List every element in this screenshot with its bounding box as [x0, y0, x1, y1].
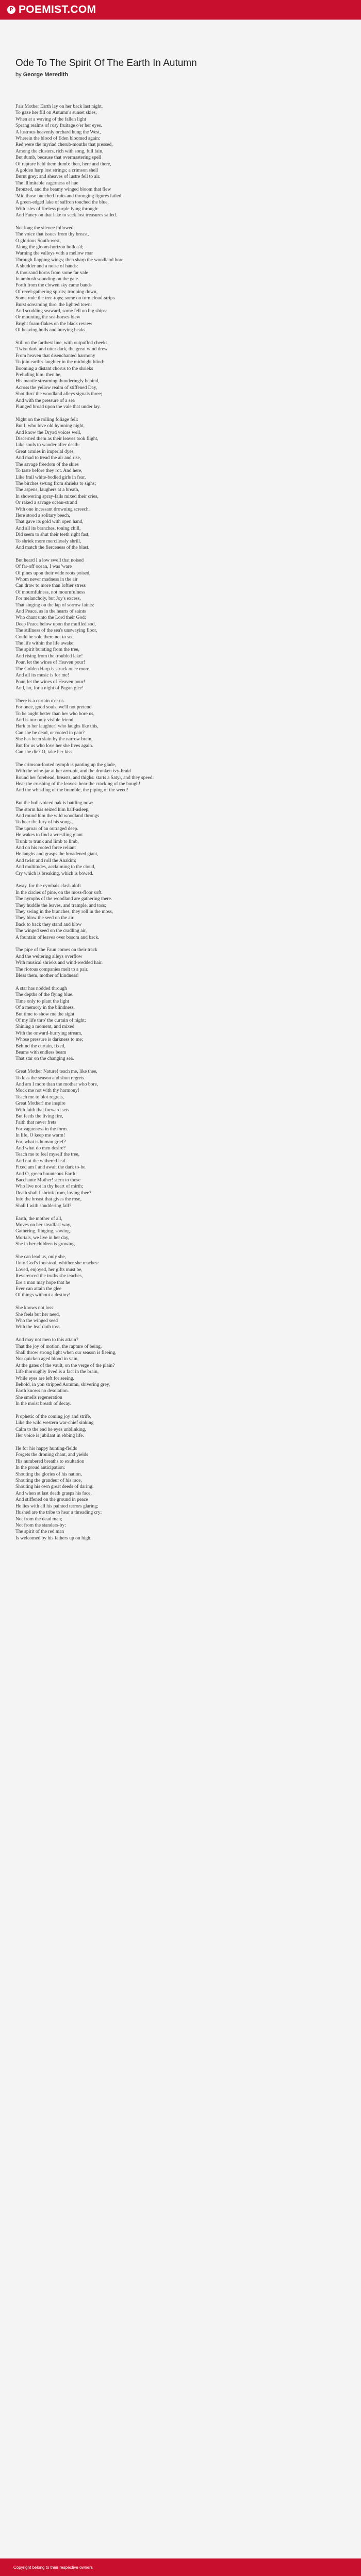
poem-line: With one incessant drowning screech.	[15, 506, 90, 512]
poem-line: And Peace, as in the hearts of saints	[15, 609, 86, 615]
poem-line: Bronzed, and the beamy winged bloom that flew	[15, 187, 111, 193]
poem-line: And, ho, for a night of Pagan glee!	[15, 685, 84, 691]
poem-line: And the whistling of the bramble, the piping of the weed!	[15, 788, 128, 793]
poem-line: Teach me to feel myself the tree,	[15, 1152, 80, 1158]
poem-line: But I, who love old hymning night,	[15, 423, 85, 429]
poem-stanza	[15, 1446, 341, 1541]
poem-line: Shot thro' the woodland alleys signals three;	[15, 392, 102, 397]
poem-line: Could be sole there not to see	[15, 634, 74, 640]
poem-line: Life thoroughly lived is a fact in the brain,	[15, 1369, 99, 1375]
poem-line: Earth, the mother of all,	[15, 1216, 62, 1222]
poem-line: And what do men desire?	[15, 1146, 66, 1151]
poem-line: His numbered breaths to exultation	[15, 1459, 85, 1464]
poem-line: Of rapture held them dumb: then, here and there,	[15, 161, 111, 167]
poem-line: A star has nodded through	[15, 986, 67, 991]
poem-line: Cry which is breaking, which is bowed.	[15, 871, 93, 876]
poem-line: Calm to the end he eyes unblinking,	[15, 1427, 86, 1432]
poem-line: The savage freedom of the skies	[15, 462, 79, 467]
poem-line: In ambush sounding on the gale.	[15, 276, 79, 282]
poem-line: The aspens, laughers at a breath,	[15, 487, 79, 493]
poem-line: Who live not in thy heart of mirth;	[15, 1184, 84, 1190]
poem-line: And may not men to this attain?	[15, 1337, 78, 1343]
poem-line: The depths of the flying blue.	[15, 992, 74, 998]
poem-line: Whom never madness in the air	[15, 577, 78, 582]
poem-line: Prophetic of the coming joy and strife,	[15, 1414, 91, 1420]
poem-line: Moves on her steadfast way,	[15, 1222, 71, 1228]
poem-line: Round her forehead, breasts, and thighs: starts a Satyr, and they speed:	[15, 775, 154, 781]
poem-line: To be aught better than her who bore us,	[15, 711, 95, 717]
poem-line: Some rode the tree-tops; some on torn cloud-strips	[15, 296, 115, 301]
poem-line: Night on the rolling foliage fell:	[15, 417, 78, 422]
poem-line: Warning the valleys with a mellow roar	[15, 251, 93, 257]
poem-line: The spirit bursting from the tree,	[15, 647, 79, 653]
poem-line: The storm has seized him half-asleep,	[15, 807, 90, 812]
poem-line: Great Mother! me inspire	[15, 1101, 65, 1107]
poem-line: Behold, in yon stripped Autumn, shivering grey,	[15, 1382, 110, 1388]
poem-line: Of heaving hulls and burying beaks.	[15, 328, 87, 333]
poem-line: Who the winged seed	[15, 1318, 58, 1324]
poem-line: In life, O keep me warm!	[15, 1133, 65, 1139]
poem-line: He wakes to find a wrestling giant	[15, 833, 83, 838]
poem-line: Preluding him: then he,	[15, 372, 62, 378]
poem-line: Bless them, mother of kindness!	[15, 973, 79, 979]
poem-line: There is a curtain o'er us.	[15, 698, 65, 704]
byline-prefix: by	[15, 72, 22, 78]
poem-line: A lustrous heavenly orchard hung the West,	[15, 129, 101, 135]
poem-line: The crimson-footed nymph is panting up the glade,	[15, 762, 116, 768]
poem-line: And match the fierceness of the blast.	[15, 545, 90, 550]
poem-line: Of mournfulness, not mournfulness	[15, 589, 86, 595]
poem-line: Can she be dead, or rooted in pain?	[15, 730, 85, 736]
poem-line: Away, for the cymbals clash aloft	[15, 884, 81, 889]
poem-line: The riotous companies melt to a pair.	[15, 967, 89, 972]
poem-line: The Golden Harp is struck once more,	[15, 666, 91, 672]
poem-line: Shouting the glories of his nation,	[15, 1471, 82, 1477]
poem-line: Booming a distant chorus to the shrieks	[15, 366, 93, 371]
poem-line: Not from the standers-by:	[15, 1522, 66, 1528]
logo-text: POEMIST.COM	[19, 4, 96, 15]
poem-line: But dumb, because that overmastering spell	[15, 155, 102, 161]
poem-line: Here stood a solitary beech,	[15, 513, 70, 518]
poem-line: The birches swung from shrieks to sighs;	[15, 481, 96, 486]
copyright-text: Copyright belong to their respective owners	[13, 2565, 93, 2570]
poem-line: From heaven that disenchanted harmony	[15, 353, 95, 359]
poem-line: Like souls to wander after death:	[15, 443, 80, 448]
poem-line: Of revel-gathering spirits; trooping down,	[15, 289, 98, 295]
poem-line: Gathering, flinging, sowing.	[15, 1229, 71, 1234]
poem-line: To shriek more mercilessly shrill,	[15, 538, 81, 544]
poem-line: Nor quicken aged blood in vain,	[15, 1357, 79, 1362]
poem-stanza	[15, 1216, 341, 1248]
main-content	[0, 20, 361, 1541]
poem-line: Of far-off ocean, I was 'ware	[15, 564, 72, 570]
poem-line: Ere a man may hope that he	[15, 1280, 71, 1285]
poem-line: Shining a moment, and mixed	[15, 1024, 75, 1030]
poem-line: Whose pressure is darkness to me;	[15, 1037, 84, 1043]
author-name[interactable]: George Meredith	[23, 72, 69, 78]
poem-line: But time to show me the sight	[15, 1011, 74, 1017]
poem-line: Still on the farthest line, with outpuffed cheeks,	[15, 341, 109, 346]
poem-stanza	[15, 698, 341, 756]
poem-stanza	[15, 986, 341, 1062]
poem-line: Is welcomed by his fathers up on high.	[15, 1535, 92, 1541]
poem-stanza	[15, 947, 341, 979]
poem-line: Of pines upon their wide roots poised,	[15, 570, 91, 576]
poem-line: The uproar of an outraged deep.	[15, 826, 78, 832]
poem-line: While eyes are left for seeing.	[15, 1376, 74, 1381]
poem-byline	[15, 72, 341, 78]
poem-line: Discerned them as their leaves took flight,	[15, 436, 99, 442]
poem-line: To join earth's laughter in the midnight blind:	[15, 360, 105, 365]
poem-line: Ever can attain the glee	[15, 1286, 62, 1292]
poem-line: The voice that issues from thy breast,	[15, 232, 89, 238]
poem-line: To gaze her fill on Autumn's sunset skies,	[15, 110, 97, 116]
poem-line: Time only to plant the light	[15, 998, 69, 1004]
poem-line: She feels but her need,	[15, 1312, 60, 1317]
poem-line: She in her children is growing.	[15, 1242, 76, 1247]
poem-line: For vagueness in the form.	[15, 1126, 68, 1132]
poem-body	[15, 104, 341, 1541]
poem-line: But feeds the living fire,	[15, 1114, 63, 1120]
poem-stanza	[15, 1337, 341, 1407]
poem-line: To kiss the season and shun regrets.	[15, 1075, 86, 1081]
poem-line: Fair Mother Earth lay on her back last night,	[15, 104, 103, 109]
poem-line: And scudding seaward, some fell on big ships:	[15, 308, 107, 314]
poem-line: Burst screaming thro' the lighted town:	[15, 302, 92, 308]
poem-line: And with the pressure of a sea	[15, 398, 75, 403]
poem-stanza	[15, 1305, 341, 1331]
poem-line: Behind the curtain, fixed,	[15, 1043, 65, 1049]
site-logo[interactable]	[7, 4, 96, 16]
poem-line: Hark to her laughter! who laughs like this,	[15, 724, 99, 730]
poem-line: Beams with endless beam	[15, 1049, 67, 1055]
poem-stanza	[15, 1254, 341, 1299]
poem-stanza	[15, 1414, 341, 1439]
poem-line: A golden harp lost strings; a crimson shell	[15, 168, 99, 174]
poem-line: But the bull-voiced oak is battling now:	[15, 801, 93, 806]
poem-line: And O, green bounteous Earth!	[15, 1171, 77, 1177]
poem-line: To taste before they rot. And here,	[15, 468, 83, 474]
poem-line: Sprang realms of rosy fruitage o'er her eyes.	[15, 123, 102, 129]
poem-line: With isles of fireless purple lying through:	[15, 206, 99, 212]
poem-line: That star on the changing sea.	[15, 1056, 74, 1062]
poem-line: Loved, enjoyed, her gifts must be,	[15, 1267, 83, 1273]
poem-line: The nymphs of the woodland are gathering there.	[15, 896, 112, 902]
poem-line: Bright foam-flakes on the black review	[15, 321, 93, 327]
poem-line: Like frail white-bodied girls in fear,	[15, 474, 86, 480]
poem-line: And the weltering alleys overflow	[15, 954, 83, 959]
poem-line: He laughs and grasps the broadened giant,	[15, 852, 99, 857]
poem-line: Shall I with shuddering fall?	[15, 1203, 72, 1209]
poem-line: She smells regeneration	[15, 1395, 62, 1400]
poem-line: Hushed are the tribe to hear a threading cry:	[15, 1510, 102, 1516]
poem-line: And know the Dryad voices well,	[15, 430, 81, 435]
poem-line: Plunged broad upon the vale that under lay.	[15, 404, 101, 410]
poem-line: O glorious South-west,	[15, 238, 61, 244]
poem-line: A thousand horns from some far vale	[15, 270, 88, 276]
poem-line: They blow the seed on the air.	[15, 916, 75, 921]
poem-line: Shouting the grandeur of his race,	[15, 1478, 82, 1484]
poem-line: Through flapping wings; then sharp the woodland bore	[15, 257, 124, 263]
poem-line: Death shall I shrink from, loving thee?	[15, 1190, 91, 1196]
poem-line: Of my life thro' the curtain of night;	[15, 1018, 86, 1023]
poem-line: His mantle streaming thunderingly behind,	[15, 379, 100, 384]
poem-line: Teach me to blot regrets,	[15, 1094, 64, 1100]
site-header	[0, 0, 361, 20]
poem-line: Of things without a destiny!	[15, 1293, 71, 1298]
poem-line: Who chant unto the Lord their God;	[15, 615, 86, 621]
poem-line: Faith that never frets	[15, 1120, 56, 1126]
poem-line: And mad to tread the air and rise,	[15, 455, 81, 461]
poem-line: With the wine-jar at her arm-pit, and the drunken ivy-braid	[15, 769, 131, 774]
poem-title: Ode To The Spirit Of The Earth In Autumn	[15, 58, 197, 69]
poem-line: A fountain of leaves over bosom and back.	[15, 935, 100, 940]
poem-line: Wherein the blood of Eden bloomed again:	[15, 136, 101, 142]
poem-line: Back to back they stand and blow	[15, 922, 82, 927]
poem-line: Into the breast that gives the rose,	[15, 1197, 81, 1202]
poem-line: Shouting his own great deeds of daring:	[15, 1484, 94, 1490]
poem-line: Pour, let the wines of Heaven pour!	[15, 660, 85, 666]
poem-line: A green-edged lake of saffron touched the blue,	[15, 200, 109, 206]
site-footer	[0, 2558, 361, 2576]
poem-stanza	[15, 762, 341, 794]
poem-line: 'Twixt dark and utter dark, the great wind drew	[15, 347, 108, 352]
poem-line: And round him the wild woodland throngs	[15, 813, 100, 819]
poem-line: With the onward-hurrying stream,	[15, 1030, 83, 1036]
poem-line: They huddle the leaves, and trample, and toss;	[15, 903, 106, 908]
poem-line: And rising from the troubled lake!	[15, 653, 83, 659]
poem-line: Forgets the droning chant, and yields	[15, 1452, 88, 1458]
poem-line: The life within the life awake;	[15, 641, 75, 647]
poem-line: A shudder and a noise of hands:	[15, 264, 78, 269]
poem-line: She can lead us, only she,	[15, 1254, 66, 1260]
poem-line: 'Mid those bunched fruits and thronging figures failed.	[15, 193, 123, 199]
poem-line: Or raked a savage ocean-strand	[15, 500, 77, 506]
poem-line: The illimitable eagerness of hue	[15, 180, 78, 186]
poem-line: For melancholy, but Joy's excess,	[15, 596, 81, 602]
poem-line: And on his rooted force reliant	[15, 845, 76, 851]
poem-line: That gave its gold with open hand,	[15, 519, 84, 525]
poem-line: He lies with all his painted terrors glaring;	[15, 1503, 99, 1509]
poem-line: Earth knows no desolation.	[15, 1388, 69, 1394]
poem-line: And when at last death grasps his face,	[15, 1490, 92, 1496]
logo-icon: P	[7, 6, 15, 14]
poem-line: Among the clusters, rich with song, full fain,	[15, 148, 104, 154]
poem-line: And stiffened on the ground in peace	[15, 1497, 88, 1503]
poem-line: And all its music is for me!	[15, 673, 69, 679]
poem-line: Can she die? O, take her kiss!	[15, 749, 74, 755]
poem-line: Of a memory in the blindness.	[15, 1005, 75, 1011]
poem-line: Did seem to shut their teeth right fast,	[15, 532, 90, 538]
poem-line: Trunk to trunk and limb to limb,	[15, 839, 79, 844]
poem-stanza	[15, 104, 341, 218]
poem-line: Like the wild western war-chief sinking	[15, 1420, 94, 1426]
poem-line: The stillness of the sea's unswaying floor,	[15, 628, 97, 634]
poem-stanza	[15, 1069, 341, 1209]
poem-line: That the joy of motion, the rapture of being,	[15, 1344, 102, 1349]
poem-line: At the gates of the vault, on the verge of the plain?	[15, 1363, 115, 1368]
poem-line: Unto God's footstool, whither she reaches:	[15, 1261, 99, 1266]
poem-line: Burnt grey; and sheaves of lustre fell to air.	[15, 174, 101, 180]
poem-line: But heard I a low swell that noised	[15, 557, 84, 563]
poem-stanza	[15, 417, 341, 551]
poem-line: And am I more than the mother who bore,	[15, 1081, 99, 1087]
poem-line: That singing on the lap of sorrow faints:	[15, 602, 94, 608]
poem-line: Along the gloom-horizon holloa'd;	[15, 244, 84, 250]
poem-line: The spirit of the red man	[15, 1529, 64, 1535]
poem-line: And is our only visible friend.	[15, 717, 75, 723]
poem-stanza	[15, 883, 341, 941]
poem-line: Deep Peace below upon the muffled sod,	[15, 621, 96, 627]
poem-line: Hear the crushing of the leaves: hear the cracking of the bough!	[15, 781, 140, 787]
poem-stanza	[15, 800, 341, 877]
poem-line: Mortals, we live in her day,	[15, 1235, 70, 1241]
poem-line: Pour, let the wines of Heaven pour!	[15, 679, 85, 685]
poem-line: In the circles of pine, on the moss-floor soft.	[15, 890, 103, 895]
poem-line: But for us who love her she lives again.	[15, 743, 93, 749]
poem-line: Not from the dead man;	[15, 1516, 62, 1522]
poem-line: She has been slain by the narrow brain,	[15, 737, 93, 742]
poem-line: Bacchante Mother! stern to those	[15, 1178, 81, 1183]
poem-line: Fixed am I and await the dark to-be.	[15, 1165, 87, 1171]
poem-line: In the moist breath of decay.	[15, 1401, 72, 1407]
poem-line: With musical shrieks and wind-wedded hair.	[15, 960, 103, 966]
poem-line: She knows not loss:	[15, 1306, 55, 1311]
poem-line: And multitudes, acclaiming to the cloud,	[15, 865, 95, 870]
poem-line: Not long the silence followed:	[15, 225, 75, 231]
poem-line: With faith that forward sets	[15, 1107, 70, 1113]
poem-line: Great Mother Nature! teach me, like thee,	[15, 1069, 97, 1075]
poem-line: He for his happy hunting-fields	[15, 1446, 77, 1452]
poem-line: Red were the myriad cherub-mouths that pressed,	[15, 142, 113, 148]
poem-line: The pipe of the Faun comes on their track	[15, 947, 97, 953]
poem-line: Can draw to more than loftier stress	[15, 583, 86, 589]
poem-line: And not the withered leaf.	[15, 1158, 67, 1164]
poem-line: With the leaf doth toss.	[15, 1325, 61, 1330]
poem-line: Her voice is jubilant in ebbing life.	[15, 1433, 84, 1439]
poem-line: And twist and roll the Anakim;	[15, 858, 76, 863]
poem-line: Shall throw strong light when our season is fleeing,	[15, 1350, 117, 1355]
poem-line: Mock me not with thy harmony!	[15, 1088, 79, 1094]
poem-stanza	[15, 340, 341, 410]
poem-line: And all its branches, toning chill,	[15, 526, 81, 531]
poem-line: And Fancy on that lake to seek lost treasures sailed.	[15, 212, 117, 218]
poem-line: Reverenced the truths she teaches,	[15, 1274, 83, 1279]
poem-line: For once, good souls, we'll not pretend	[15, 705, 92, 710]
poem-line: Forth from the clowen sky came bands	[15, 283, 92, 289]
poem-line: For, what is human grief?	[15, 1139, 66, 1145]
poem-line: Across the yellow realm of stiffened Day,	[15, 385, 97, 391]
poem-line: The winged seed on the cradling air,	[15, 928, 87, 934]
poem-stanza	[15, 557, 341, 692]
poem-stanza	[15, 225, 341, 334]
poem-line: To hear the fury of his songs,	[15, 820, 73, 825]
poem-line: In the proud anticipation:	[15, 1465, 65, 1471]
poem-line: They swing in the branches, they roll in the moss,	[15, 909, 113, 915]
poem-line: Or mounting the sea-horses blew	[15, 315, 80, 320]
poem-line: In showering spray-falls mixed their cries,	[15, 494, 99, 499]
poem-line: When at a waving of the fallen light	[15, 116, 86, 122]
poem-line: Great armies in imperial dyes,	[15, 449, 75, 454]
